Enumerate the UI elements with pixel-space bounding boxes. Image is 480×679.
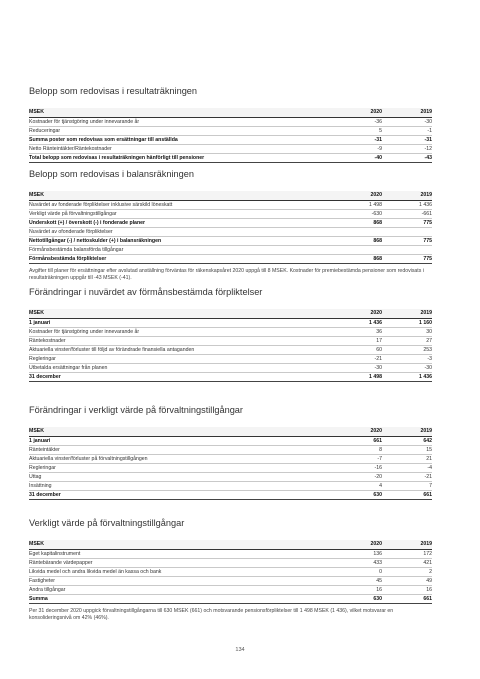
value-2019: 661 <box>382 491 432 500</box>
value-2019: -30 <box>382 117 432 126</box>
value-2020: 0 <box>319 567 382 576</box>
row-label: 31 december <box>29 491 319 500</box>
value-2020: -31 <box>319 135 382 144</box>
row-label: 1 januari <box>29 436 319 445</box>
data-table <box>29 540 432 604</box>
footnote-text: Avgifter till planer för ersättningar efter avslutad anställning förväntas för räkenskapsåret 2020 uppgå till 8 MSEK. Kostnader för premiebestämda pensioner som redovisats i resultaträkningen uppgår till -43 MSEK (-41). <box>29 268 424 282</box>
value-2020: -7 <box>319 454 382 463</box>
value-2019: 7 <box>382 482 432 491</box>
value-2020: 8 <box>319 445 382 454</box>
value-2019: 30 <box>382 327 432 336</box>
section-heading: Belopp som redovisas i resultaträkningen <box>29 86 198 96</box>
data-table <box>29 427 432 500</box>
table-row <box>29 595 432 604</box>
row-label: Kostnader för tjänstgöring under innevarande år <box>29 327 319 336</box>
section-forandringar-forvaltningstillgangar <box>29 405 432 500</box>
value-2020: 661 <box>319 436 382 445</box>
footnote-text: Per 31 december 2020 uppgick förvaltningstillgångarna till 630 MSEK (661) och motsvarande pensionsförpliktelser till 1 498 MSEK (1 436), vilket motsvarar en konsolideringsnivå om 42% (46%). <box>29 608 394 621</box>
table-row <box>29 227 432 236</box>
section-resultatrakningen <box>29 86 432 163</box>
table-row <box>29 354 432 363</box>
table-header-row <box>29 108 432 117</box>
row-label: Förmånsbestämda balansförda tillgångar <box>29 246 319 255</box>
value-2019: 27 <box>382 336 432 345</box>
value-2020: 1 498 <box>319 373 382 382</box>
page-number: 134 <box>235 647 245 653</box>
row-label: Insättning <box>29 482 319 491</box>
row-label: Räntebärande värdepapper <box>29 558 319 567</box>
table-row <box>29 585 432 594</box>
row-label: Förmånsbestämda förpliktelser <box>29 255 319 264</box>
table-row <box>29 117 432 126</box>
section-heading: Verkligt värde på förvaltningstillgångar <box>29 518 185 528</box>
column-header-label: MSEK <box>29 108 319 117</box>
table-row <box>29 491 432 500</box>
column-header-year: 2020 <box>319 309 382 318</box>
table-row <box>29 327 432 336</box>
value-2020: 17 <box>319 336 382 345</box>
value-2019: -3 <box>382 354 432 363</box>
value-2020: 136 <box>319 549 382 558</box>
column-header-year: 2019 <box>382 309 432 318</box>
value-2020: 868 <box>319 218 382 227</box>
value-2020: 630 <box>319 595 382 604</box>
value-2019: 253 <box>382 345 432 354</box>
row-label: Regleringar <box>29 354 319 363</box>
column-header-year: 2019 <box>382 191 432 200</box>
row-label: Andra tillgångar <box>29 585 319 594</box>
value-2019: -43 <box>382 153 432 162</box>
row-label: Kostnader för tjänstgöring under innevarande år <box>29 117 319 126</box>
value-2019: -30 <box>382 364 432 373</box>
column-header-year: 2019 <box>382 108 432 117</box>
row-label: Aktuariella vinster/förluster till följd av förändrade finansiella antaganden <box>29 345 319 354</box>
table-row <box>29 482 432 491</box>
column-header-year: 2020 <box>319 540 382 549</box>
row-label: Summa <box>29 595 319 604</box>
column-header-label: MSEK <box>29 309 319 318</box>
value-2020: -21 <box>319 354 382 363</box>
row-label: Ränteintäkter <box>29 445 319 454</box>
table-row <box>29 126 432 135</box>
row-label: Räntekostnader <box>29 336 319 345</box>
table-row <box>29 144 432 153</box>
value-2019: 21 <box>382 454 432 463</box>
value-2019: 1 160 <box>382 318 432 327</box>
value-2019: 2 <box>382 567 432 576</box>
table-header-row <box>29 191 432 200</box>
value-2020: 433 <box>319 558 382 567</box>
value-2020: 36 <box>319 327 382 336</box>
column-header-year: 2020 <box>319 191 382 200</box>
value-2019: -4 <box>382 463 432 472</box>
value-2019: 1 436 <box>382 200 432 209</box>
value-2019: 1 436 <box>382 373 432 382</box>
value-2019: 775 <box>382 236 432 245</box>
table-header-row <box>29 427 432 436</box>
value-2019: -21 <box>382 472 432 481</box>
table-row <box>29 218 432 227</box>
table-header-row <box>29 309 432 318</box>
value-2019: 775 <box>382 255 432 264</box>
value-2020: 60 <box>319 345 382 354</box>
row-label: Uttag <box>29 472 319 481</box>
value-2020: 16 <box>319 585 382 594</box>
section-heading: Belopp som redovisas i balansräkningen <box>29 169 194 179</box>
column-header-label: MSEK <box>29 427 319 436</box>
value-2020: 4 <box>319 482 382 491</box>
row-label: Nettotillgångar (-) / nettoskulder (+) i balansräkningen <box>29 236 319 245</box>
column-header-year: 2020 <box>319 427 382 436</box>
table-row <box>29 200 432 209</box>
value-2019: -1 <box>382 126 432 135</box>
row-label: Verkligt värde på förvaltningstillgångar <box>29 209 319 218</box>
row-label: Netto Ränteintäkter/Räntekostnader <box>29 144 319 153</box>
row-label: Regleringar <box>29 463 319 472</box>
section-heading: Förändringar i nuvärdet av förmånsbestämda förpliktelser <box>29 287 263 297</box>
table-row <box>29 445 432 454</box>
column-header-year: 2020 <box>319 108 382 117</box>
value-2020: 868 <box>319 255 382 264</box>
column-header-label: MSEK <box>29 540 319 549</box>
value-2019: 15 <box>382 445 432 454</box>
column-header-label: MSEK <box>29 191 319 200</box>
row-label: 1 januari <box>29 318 319 327</box>
value-2019 <box>382 227 432 236</box>
table-row <box>29 153 432 162</box>
value-2020: -630 <box>319 209 382 218</box>
table-row <box>29 549 432 558</box>
value-2019: -12 <box>382 144 432 153</box>
row-label: Nuvärdet av fonderade förpliktelser inklusive särskild löneskatt <box>29 200 319 209</box>
value-2020: -16 <box>319 463 382 472</box>
value-2019: 16 <box>382 585 432 594</box>
row-label: Underskott (+) / överskott (-) i fonderade planer <box>29 218 319 227</box>
column-header-year: 2019 <box>382 540 432 549</box>
row-label: Utbetalda ersättningar från planen <box>29 364 319 373</box>
section-verkligt-varde <box>29 518 432 622</box>
value-2020: -20 <box>319 472 382 481</box>
value-2019: 642 <box>382 436 432 445</box>
value-2020: -30 <box>319 364 382 373</box>
row-label: Summa poster som redovisas som ersättningar till anställda <box>29 135 319 144</box>
value-2020: -36 <box>319 117 382 126</box>
data-table <box>29 191 432 264</box>
value-2019: 172 <box>382 549 432 558</box>
table-row <box>29 135 432 144</box>
table-row <box>29 255 432 264</box>
value-2020 <box>319 246 382 255</box>
value-2019: -31 <box>382 135 432 144</box>
table-row <box>29 463 432 472</box>
table-row <box>29 436 432 445</box>
row-label: Reduceringar <box>29 126 319 135</box>
row-label: Eget kapitalinstrument <box>29 549 319 558</box>
value-2020: 1 498 <box>319 200 382 209</box>
value-2019: 775 <box>382 218 432 227</box>
value-2020: -40 <box>319 153 382 162</box>
section-balansrakningen <box>29 169 432 282</box>
data-table <box>29 108 432 163</box>
column-header-year: 2019 <box>382 427 432 436</box>
value-2019: 49 <box>382 576 432 585</box>
table-row <box>29 336 432 345</box>
value-2019: -661 <box>382 209 432 218</box>
table-row <box>29 558 432 567</box>
table-row <box>29 454 432 463</box>
value-2020 <box>319 227 382 236</box>
table-row <box>29 246 432 255</box>
value-2019: 421 <box>382 558 432 567</box>
row-label: Nuvärdet av ofonderade förpliktelser <box>29 227 319 236</box>
value-2020: 1 436 <box>319 318 382 327</box>
table-header-row <box>29 540 432 549</box>
value-2019: 661 <box>382 595 432 604</box>
value-2020: 45 <box>319 576 382 585</box>
row-label: 31 december <box>29 373 319 382</box>
table-row <box>29 567 432 576</box>
value-2020: 630 <box>319 491 382 500</box>
table-row <box>29 318 432 327</box>
table-row <box>29 472 432 481</box>
data-table <box>29 309 432 382</box>
table-row <box>29 209 432 218</box>
value-2020: 868 <box>319 236 382 245</box>
table-row <box>29 345 432 354</box>
row-label: Likvida medel och andra likvida medel än kassa och bank <box>29 567 319 576</box>
value-2019 <box>382 246 432 255</box>
table-row <box>29 364 432 373</box>
row-label: Aktuariella vinster/förluster på förvaltningstillgången <box>29 454 319 463</box>
row-label: Total belopp som redovisas i resultaträkningen hänförligt till pensioner <box>29 153 319 162</box>
value-2020: 5 <box>319 126 382 135</box>
section-heading: Förändringar i verkligt värde på förvaltningstillgångar <box>29 405 243 415</box>
table-row <box>29 236 432 245</box>
value-2020: -9 <box>319 144 382 153</box>
row-label: Fastigheter <box>29 576 319 585</box>
table-row <box>29 576 432 585</box>
section-nuvarde-forpliktelser <box>29 287 432 382</box>
table-row <box>29 373 432 382</box>
